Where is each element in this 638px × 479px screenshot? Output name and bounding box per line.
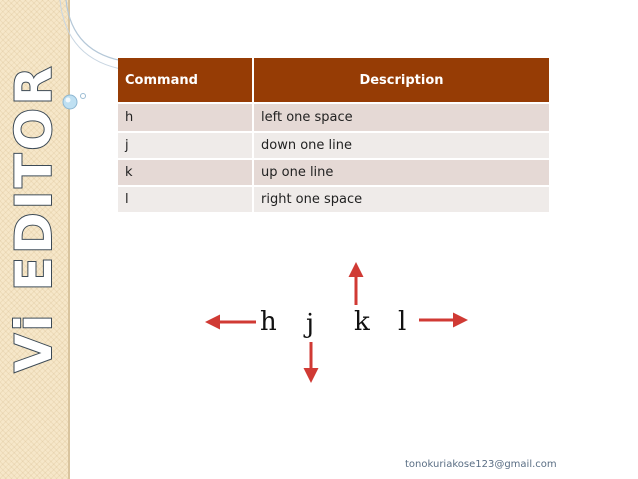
key-h: h [260,307,277,337]
header-description: Description [252,58,549,104]
description-cell: right one space [252,187,549,214]
command-cell: k [118,160,252,187]
command-cell: h [118,104,252,133]
description-cell: left one space [252,104,549,133]
key-j: j [306,309,315,339]
key-l: l [398,307,407,337]
header-command: Command [118,58,252,104]
description-cell: up one line [252,160,549,187]
slide-title: Vi EDITOR [5,63,63,373]
author-email: tonokuriakose123@gmail.com [405,459,557,470]
command-cell: l [118,187,252,214]
key-k: k [354,307,370,337]
description-cell: down one line [252,133,549,160]
command-cell: j [118,133,252,160]
